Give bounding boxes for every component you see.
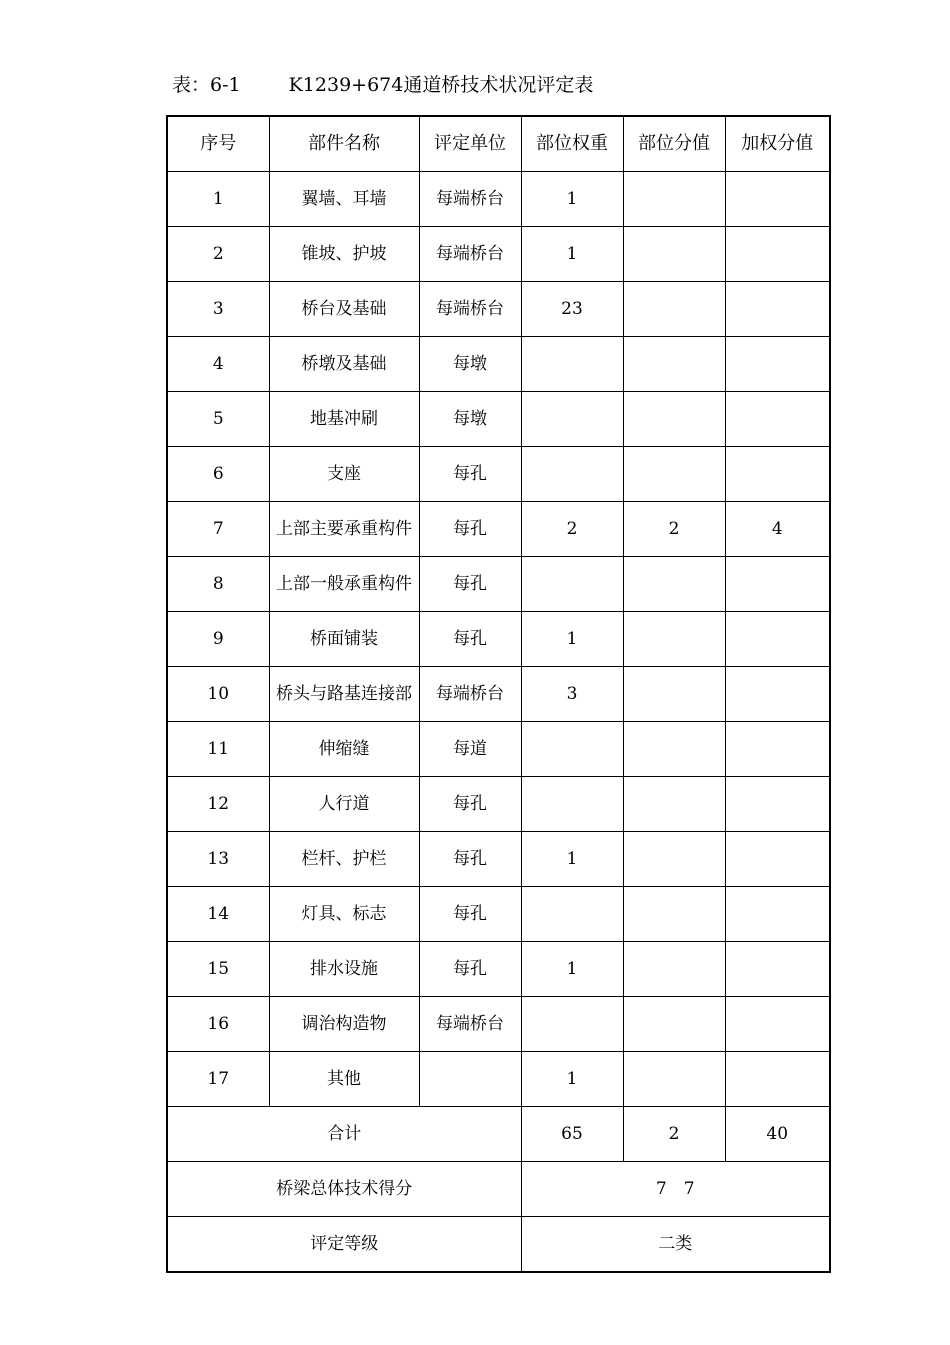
row-score [623,172,725,227]
row-score [623,447,725,502]
row-score [623,282,725,337]
grade-value: 二类 [521,1217,830,1273]
row-score [623,227,725,282]
row-unit: 每孔 [419,557,521,612]
row-weight [521,557,623,612]
row-no: 15 [167,942,269,997]
row-no: 11 [167,722,269,777]
table-number: 表：6-1 [172,74,241,96]
header-score: 部位分值 [623,116,725,172]
table-row [167,612,830,667]
row-unit: 每孔 [419,887,521,942]
row-score [623,337,725,392]
row-name: 栏杆、护栏 [269,832,419,887]
row-no: 13 [167,832,269,887]
row-unit: 每孔 [419,502,521,557]
row-weight: 1 [521,172,623,227]
row-no: 8 [167,557,269,612]
overall-score-row [167,1162,830,1217]
row-weight [521,447,623,502]
row-name: 桥墩及基础 [269,337,419,392]
row-no: 1 [167,172,269,227]
row-score [623,557,725,612]
row-weighted [725,722,830,777]
row-name: 桥面铺装 [269,612,419,667]
header-weighted-score: 加权分值 [725,116,830,172]
row-no: 10 [167,667,269,722]
row-score: 2 [623,502,725,557]
header-component-name: 部件名称 [269,116,419,172]
row-weighted [725,612,830,667]
row-weighted [725,282,830,337]
row-score [623,942,725,997]
total-row [167,1107,830,1162]
table-row [167,722,830,777]
row-weight [521,887,623,942]
row-no: 9 [167,612,269,667]
row-unit: 每墩 [419,337,521,392]
row-weight: 1 [521,832,623,887]
row-weighted [725,447,830,502]
row-name: 其他 [269,1052,419,1107]
row-weighted [725,997,830,1052]
total-weight: 65 [521,1107,623,1162]
row-weight [521,997,623,1052]
grade-row [167,1217,830,1273]
row-name: 排水设施 [269,942,419,997]
row-score [623,722,725,777]
header-row [167,116,830,172]
row-score [623,997,725,1052]
row-name: 翼墙、耳墙 [269,172,419,227]
table-title: K1239+674通道桥技术状况评定表 [288,74,594,96]
table-row [167,337,830,392]
row-score [623,1052,725,1107]
row-name: 伸缩缝 [269,722,419,777]
row-name: 桥头与路基连接部 [269,667,419,722]
row-weighted [725,337,830,392]
row-no: 14 [167,887,269,942]
row-weight: 1 [521,612,623,667]
row-weight [521,337,623,392]
table-row [167,447,830,502]
table-row [167,392,830,447]
row-name: 上部主要承重构件 [269,502,419,557]
row-unit: 每道 [419,722,521,777]
row-no: 7 [167,502,269,557]
table-row [167,282,830,337]
row-unit: 每孔 [419,777,521,832]
row-unit: 每端桥台 [419,227,521,282]
header-eval-unit: 评定单位 [419,116,521,172]
row-unit: 每孔 [419,447,521,502]
overall-score-value: 7 7 [521,1162,830,1217]
table-row [167,942,830,997]
row-no: 2 [167,227,269,282]
row-unit: 每端桥台 [419,997,521,1052]
row-no: 6 [167,447,269,502]
overall-score-label: 桥梁总体技术得分 [167,1162,521,1217]
row-unit: 每孔 [419,832,521,887]
table-row [167,557,830,612]
row-name: 上部一般承重构件 [269,557,419,612]
header-no: 序号 [167,116,269,172]
row-unit [419,1052,521,1107]
table-row [167,887,830,942]
row-no: 3 [167,282,269,337]
row-name: 支座 [269,447,419,502]
row-weighted: 4 [725,502,830,557]
total-label: 合计 [167,1107,521,1162]
table-row [167,502,830,557]
table-row [167,227,830,282]
row-score [623,667,725,722]
row-weighted [725,832,830,887]
row-score [623,777,725,832]
row-weighted [725,557,830,612]
row-unit: 每端桥台 [419,667,521,722]
row-score [623,392,725,447]
table-caption [172,70,593,100]
row-weight [521,392,623,447]
row-no: 16 [167,997,269,1052]
row-weight: 1 [521,942,623,997]
evaluation-table [166,115,831,1273]
row-weight [521,777,623,832]
row-unit: 每孔 [419,612,521,667]
row-name: 地基冲刷 [269,392,419,447]
table-row [167,667,830,722]
grade-label: 评定等级 [167,1217,521,1273]
row-weight: 2 [521,502,623,557]
row-weighted [725,942,830,997]
row-name: 人行道 [269,777,419,832]
row-unit: 每孔 [419,942,521,997]
row-unit: 每墩 [419,392,521,447]
row-weighted [725,392,830,447]
table-row [167,777,830,832]
total-weighted: 40 [725,1107,830,1162]
row-weight [521,722,623,777]
table-row [167,172,830,227]
table-row [167,997,830,1052]
header-weight: 部位权重 [521,116,623,172]
row-weight: 23 [521,282,623,337]
row-weight: 1 [521,1052,623,1107]
row-weight: 3 [521,667,623,722]
row-name: 调治构造物 [269,997,419,1052]
table-row [167,832,830,887]
row-score [623,887,725,942]
row-no: 17 [167,1052,269,1107]
row-score [623,832,725,887]
row-weighted [725,1052,830,1107]
row-weighted [725,227,830,282]
row-unit: 每端桥台 [419,172,521,227]
row-weighted [725,667,830,722]
row-name: 桥台及基础 [269,282,419,337]
row-no: 4 [167,337,269,392]
row-no: 5 [167,392,269,447]
row-score [623,612,725,667]
row-weighted [725,887,830,942]
row-no: 12 [167,777,269,832]
total-score: 2 [623,1107,725,1162]
row-name: 锥坡、护坡 [269,227,419,282]
table-row [167,1052,830,1107]
row-name: 灯具、标志 [269,887,419,942]
row-weighted [725,172,830,227]
row-weighted [725,777,830,832]
row-unit: 每端桥台 [419,282,521,337]
row-weight: 1 [521,227,623,282]
